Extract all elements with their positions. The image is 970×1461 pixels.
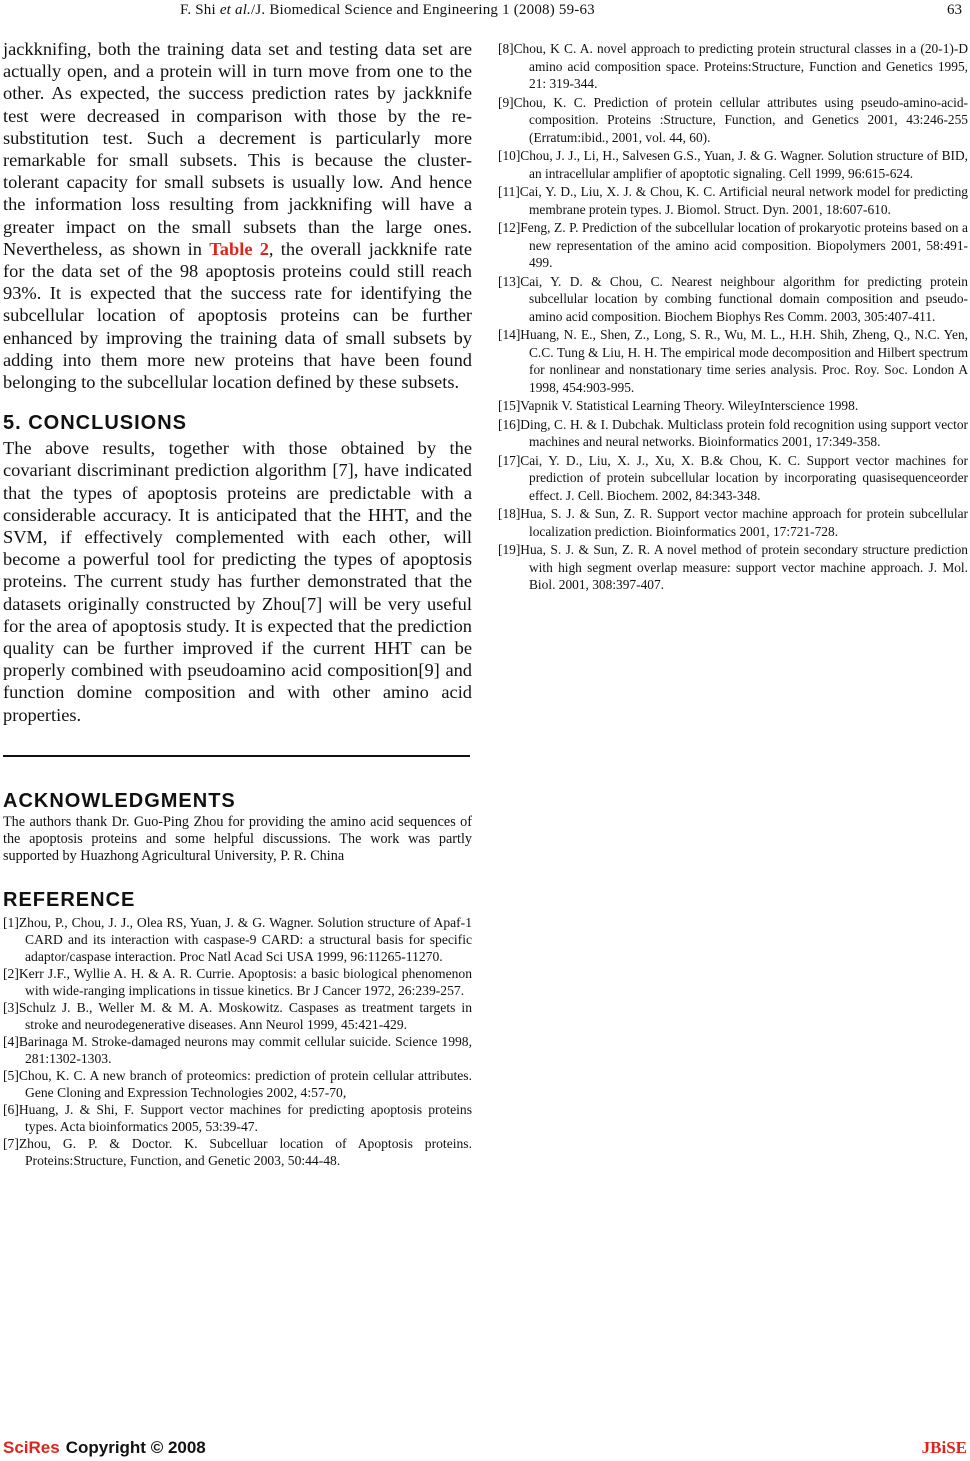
- left-column: [3, 38, 472, 1169]
- reference-item: [1]Zhou, P., Chou, J. J., Olea RS, Yuan, J. & G. Wagner. Solution structure of Apaf-1 CARD and its interaction with caspase-9 CARD: a structural basis for specific adaptor/caspase interaction. Proc Natl Acad Sci USA 1999, 96:11265-11270.: [3, 914, 472, 964]
- acknowledgments-text: The authors thank Dr. Guo-Ping Zhou for providing the amino acid sequences of the apoptosis proteins and some helpful discussions. The work was partly supported by Huazhong Agricultural University, P. R. China: [3, 813, 472, 865]
- reference-item: [7]Zhou, G. P. & Doctor. K. Subcelluar location of Apoptosis proteins. Proteins:Structure, Function, and Genetic 2003, 50:44-48.: [3, 1135, 472, 1168]
- reference-item: [6]Huang, J. & Shi, F. Support vector machines for predicting apoptosis proteins types. Acta bioinformatics 2005, 53:39-47.: [3, 1101, 472, 1134]
- page-number: 63: [947, 2, 962, 18]
- reference-item: [13]Cai, Y. D. & Chou, C. Nearest neighbour algorithm for predicting protein subcellular location by combing functional domain composition and pseudo-amino acid composition. Biochem Biophys Res Comm. 2003, 305:407-411.: [498, 273, 968, 324]
- reference-item: [9]Chou, K. C. Prediction of protein cellular attributes using pseudo-amino-acid-composition. Proteins :Structure, Function, and Genetics 2001, 43:246-255 (Erratum:ibid., 2001, vol. 44, 60).: [498, 94, 968, 145]
- reference-item: [10]Chou, J. J., Li, H., Salvesen G.S., Yuan, J. & G. Wagner. Solution structure of BID, an intracellular amplifier of apoptotic signaling. Cell 1999, 96:615-624.: [498, 148, 968, 181]
- header-journal-ref: /J. Biomedical Science and Engineering 1 (2008) 59-63: [251, 2, 595, 18]
- conclusions-text: The above results, together with those obtained by the covariant discriminant prediction algorithm [7], have indicated that the types of apoptosis proteins are predictable with a considerable accuracy. It is anticipated that the HHT, and the SVM, if effectively complemented with each other, will become a powerful tool for predicting the types of apoptosis proteins. The current study has further demonstrated that the datasets originally constructed by Zhou[7] will be very useful for the area of apoptosis study. It is expected that the prediction quality can be further improved if the current HHT can be properly combined with pseudoamino acid composition[9] and function domine composition and with other amino acid properties.: [3, 438, 472, 725]
- reference-item: [15]Vapnik V. Statistical Learning Theory. WileyInterscience 1998.: [498, 398, 859, 413]
- header-etal: et al.: [219, 2, 252, 18]
- results-text-start: jackknifing, both the training data set and testing data set are actually open, and a protein will in turn move from one to the other. As expected, the success prediction rates by jackknife test were decreased in comparison with those by the re-substitution test. Such a decrement is particularly more remarkable for small subsets. This is because the cluster-tolerant capacity for small subsets is usually low. And hence the information loss resulting from jackknifing will have a greater impact on the small subsets than the large ones. Nevertheless, as shown in: [3, 39, 472, 259]
- results-text-end: , the overall jackknife rate for the data set of the 98 apoptosis proteins could still reach 93%. It is expected that the success rate for identifying the subcellular location of apoptosis proteins can be further enhanced by improving the training data of small subsets by adding into them more new proteins that have been found belonging to the subcellular location defined by these subsets.: [3, 238, 472, 393]
- table-2-link[interactable]: Table 2: [209, 238, 269, 259]
- running-header: [0, 0, 970, 22]
- reference-item: [14]Huang, N. E., Shen, Z., Long, S. R., Wu, M. L., H.H. Shih, Zheng, Q., N.C. Yen, C.C. Tung & Liu, H. H. The empirical mode decomposition and Hilbert spectrum for nonlinear and nonstationary time series analysis. Proc. Roy. Soc. London A 1998, 454:903-995.: [498, 327, 968, 395]
- reference-item: [4]Barinaga M. Stroke-damaged neurons may commit cellular suicide. Science 1998, 281:1302-1303.: [3, 1033, 472, 1066]
- reference-list-right: [498, 40, 968, 594]
- right-column: [498, 40, 968, 595]
- copyright-notice: Copyright © 2008: [65, 1438, 206, 1457]
- reference-item: [3]Schulz J. B., Weller M. & M. A. Moskowitz. Caspases as treatment targets in stroke and neurodegenerative diseases. Ann Neurol 1999, 45:421-429.: [3, 999, 472, 1032]
- reference-item: [2]Kerr J.F., Wyllie A. H. & A. R. Currie. Apoptosis: a basic biological phenomenon with wide-ranging implications in tissue kinetics. Br J Cancer 1972, 26:239-257.: [3, 965, 472, 998]
- reference-item: [19]Hua, S. J. & Sun, Z. R. A novel method of protein secondary structure prediction with high segment overlap measure: support vector machine approach. J. Mol. Biol. 2001, 308:397-407.: [498, 542, 968, 592]
- reference-item: [16]Ding, C. H. & I. Dubchak. Multiclass protein fold recognition using support vector machines and neural networks. Bioinformatics 2001, 17:349-358.: [498, 416, 968, 449]
- running-title: [180, 0, 595, 20]
- publisher-logo-text: SciRes: [3, 1438, 60, 1457]
- header-authors: F. Shi: [180, 2, 216, 18]
- reference-list-left: [3, 914, 472, 1169]
- acknowledgments-heading: ACKNOWLEDGMENTS: [3, 789, 236, 812]
- results-paragraph: [3, 38, 472, 393]
- conclusions-heading: 5. CONCLUSIONS: [3, 412, 188, 435]
- reference-item: [11]Cai, Y. D., Liu, X. J. & Chou, K. C. Artificial neural network model for predicting membrane protein types. J. Biomol. Struct. Dyn. 2001, 18:607-610.: [498, 184, 968, 217]
- reference-item: [12]Feng, Z. P. Prediction of the subcellular location of prokaryotic proteins based on a new representation of the amino acid composition. Biopolymers 2001, 58:491-499.: [498, 220, 968, 270]
- page-footer: [3, 1438, 967, 1458]
- reference-item: [17]Cai, Y. D., Liu, X. J., Xu, X. B.& Chou, K. C. Support vector machines for prediction of protein subcellular location by incorporating quasisequenceorder effect. J. Cell. Biochem. 2002, 84:343-348.: [498, 452, 968, 503]
- reference-heading: REFERENCE: [3, 888, 136, 911]
- reference-item: [8]Chou, K C. A. novel approach to predicting protein structural classes in a (20-1)-D amino acid composition space. Proteins:Structure, Function and Genetics 1995, 21: 319-344.: [498, 41, 968, 91]
- reference-item: [18]Hua, S. J. & Sun, Z. R. Support vector machine approach for protein subcellular localization prediction. Bioinformatics 2001, 17:721-728.: [498, 506, 968, 539]
- reference-item: [5]Chou, K. C. A new branch of proteomics: prediction of protein cellular attributes. Gene Cloning and Expression Technologies 2002, 4:57-70,: [3, 1067, 472, 1100]
- section-divider: [3, 755, 470, 757]
- journal-abbrev: JBiSE: [921, 1438, 967, 1457]
